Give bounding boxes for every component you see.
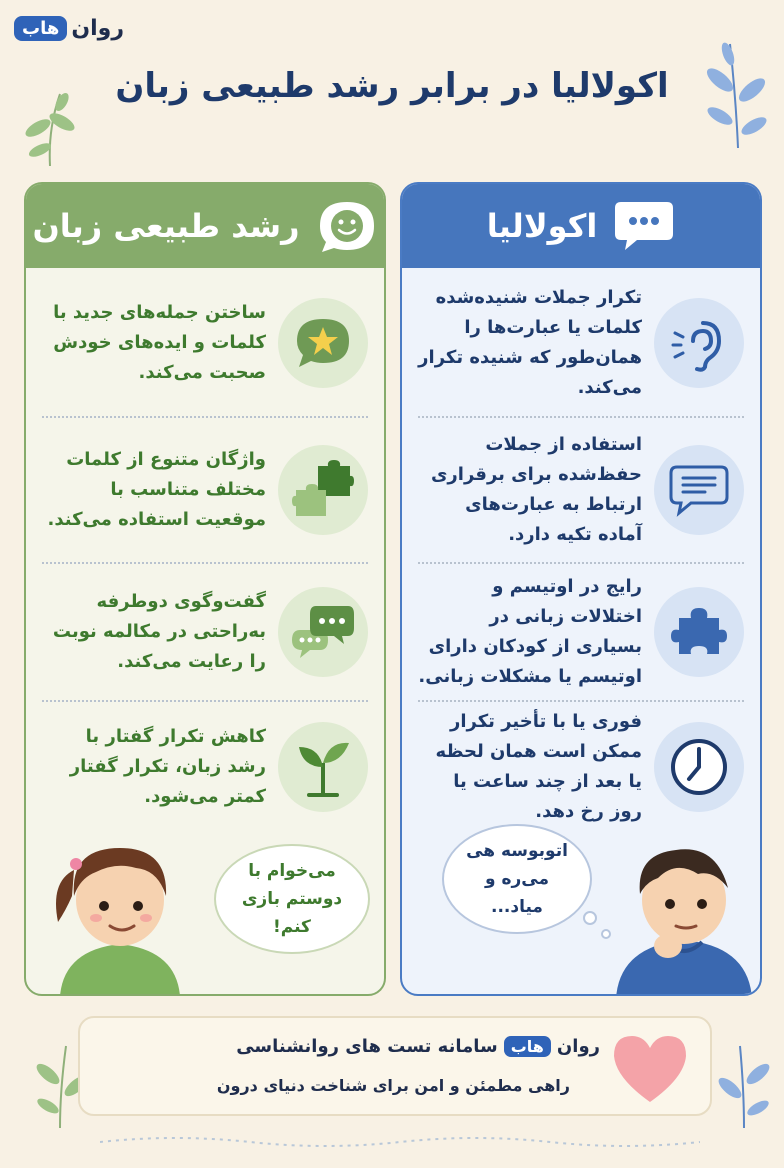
natural-bubble-text: می‌خوام با دوستم بازی کنم!	[241, 861, 343, 937]
girl-illustration	[36, 830, 196, 996]
footer-brand-pill: هاب	[504, 1036, 551, 1057]
star-chat-icon	[278, 298, 368, 388]
ear-icon	[654, 298, 744, 388]
brand-pill: هاب	[14, 16, 67, 41]
smiley-chat-icon	[316, 198, 378, 254]
natural-header	[26, 184, 384, 268]
dotted-wave	[100, 1134, 700, 1150]
echolalia-heading: اکولالیا	[486, 207, 598, 245]
chat-dots-icon	[613, 198, 675, 254]
natural-item-text: واژگان متنوع از کلمات مختلف متناسب با موقعیت استفاده می‌کند.	[47, 449, 266, 530]
list-item	[402, 270, 760, 416]
leaf-branch-icon	[716, 1040, 776, 1130]
footer-tagline: سامانه تست های روانشناسی	[236, 1036, 498, 1057]
page-title: اکولالیا در برابر رشد طبیعی زبان	[115, 66, 669, 106]
natural-item-text: ساختن جمله‌های جدید با کلمات و ایده‌های خودش صحبت می‌کند.	[53, 302, 266, 383]
boy-illustration	[606, 834, 762, 996]
sprout-icon	[278, 722, 368, 812]
echolalia-header	[402, 184, 760, 268]
echolalia-item-text: استفاده از جملات حفظ‌شده برای برقراری ارتباط به عبارت‌های آماده تکیه دارد.	[430, 434, 642, 545]
dialog-bubbles-icon	[278, 587, 368, 677]
clock-icon	[654, 722, 744, 812]
natural-heading: رشد طبیعی زبان	[32, 207, 300, 245]
brand-logo[interactable]	[14, 16, 124, 41]
footer-card	[78, 1016, 712, 1116]
echolalia-bubble-text: اتوبوسه هی می‌ره و میاد...	[466, 841, 568, 917]
list-item	[26, 270, 384, 416]
list-item	[402, 564, 760, 700]
list-item	[402, 418, 760, 562]
echolalia-panel	[400, 182, 762, 996]
natural-language-panel	[24, 182, 386, 996]
list-item	[26, 564, 384, 700]
footer-brand-plain: روان	[556, 1036, 600, 1057]
puzzle-pieces-icon	[278, 445, 368, 535]
footer-subtitle: راهی مطمئن و امن برای شناخت دنیای درون	[216, 1076, 570, 1095]
echolalia-item-text: تکرار جملات شنیده‌شده کلمات یا عبارت‌ها را همان‌طور که شنیده تکرار می‌کند.	[418, 287, 642, 398]
echolalia-speech-bubble	[442, 824, 592, 934]
speech-lines-icon	[654, 445, 744, 535]
natural-speech-bubble	[214, 844, 370, 954]
heart-icon	[610, 1032, 690, 1104]
natural-item-text: کاهش تکرار گفتار با رشد زبان، تکرار گفتار کمتر می‌شود.	[69, 726, 266, 807]
natural-item-text: گفت‌وگوی دوطرفه به‌راحتی در مکالمه نوبت را رعایت می‌کند.	[52, 591, 266, 672]
puzzle-icon	[654, 587, 744, 677]
brand-name: روان	[71, 16, 124, 41]
echolalia-item-text: فوری یا با تأخیر تکرار ممکن است همان لحظه یا بعد از چند ساعت یا روز رخ دهد.	[435, 711, 642, 822]
footer-brand-line	[236, 1036, 600, 1057]
list-item	[26, 702, 384, 832]
echolalia-item-text: رایج در اوتیسم و اختلالات زبانی در بسیاری از کودکان دارای اوتیسم یا مشکلات زبانی.	[418, 576, 642, 687]
list-item	[26, 418, 384, 562]
list-item	[402, 702, 760, 832]
